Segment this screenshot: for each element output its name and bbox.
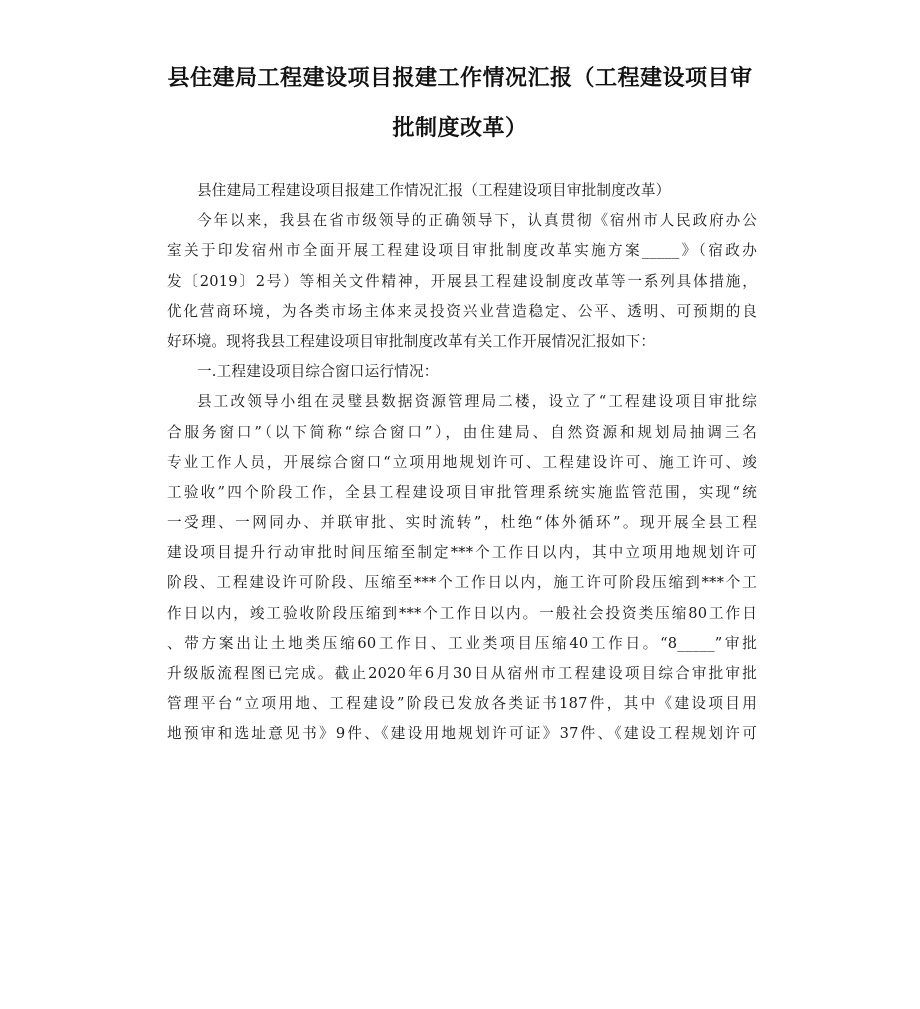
- body-line: 、带方案出让土地类压缩60工作日、工业类项目压缩40工作日。“8_____”审批: [167, 634, 757, 652]
- body-line: 发〔2019〕2号）等相关文件精神，开展县工程建设制度改革等一系列具体措施，: [167, 272, 757, 290]
- body-line: 作日以内，竣工验收阶段压缩到***个工作日以内。一般社会投资类压缩80工作日: [167, 604, 757, 622]
- document-title-line-2: 批制度改革）: [392, 116, 528, 141]
- body-line-subtitle: 县住建局工程建设项目报建工作情况汇报（工程建设项目审批制度改革）: [197, 182, 671, 199]
- body-line: 一受理、一网同办、并联审批、实时流转”，杜绝“体外循环”。现开展全县工程: [167, 514, 757, 532]
- body-line: 优化营商环境，为各类市场主体来灵投资兴业营造稳定、公平、透明、可预期的良: [167, 302, 757, 320]
- body-line: 建设项目提升行动审批时间压缩至制定***个工作日以内，其中立项用地规划许可: [167, 544, 757, 562]
- body-line: 室关于印发宿州市全面开展工程建设项目审批制度改革实施方案_____》（宿政办: [167, 242, 757, 260]
- body-line: 阶段、工程建设许可阶段、压缩至***个工作日以内，施工许可阶段压缩到***个工: [167, 574, 757, 592]
- body-line: 好环境。现将我县工程建设项目审批制度改革有关工作开展情况汇报如下：: [167, 332, 656, 350]
- document-title-line-1: 县住建局工程建设项目报建工作情况汇报（工程建设项目审: [167, 66, 753, 91]
- body-line: 专业工作人员，开展综合窗口“立项用地规划许可、工程建设许可、施工许可、竣: [167, 453, 757, 471]
- document-body: [167, 176, 757, 750]
- body-line: 升级版流程图已完成。截止2020年6月30日从宿州市工程建设项目综合审批审批: [167, 665, 757, 682]
- section-heading: 一.工程建设项目综合窗口运行情况：: [197, 363, 439, 381]
- body-line: 工验收”四个阶段工作，全县工程建设项目审批管理系统实施监管范围，实现“统: [167, 483, 757, 501]
- body-line: 合服务窗口”（以下简称“综合窗口”），由住建局、自然资源和规划局抽调三名: [167, 423, 757, 441]
- body-line: 地预审和选址意见书》9件、《建设用地规划许可证》37件、《建设工程规划许可: [167, 725, 757, 743]
- body-line: 今年以来，我县在省市级领导的正确领导下，认真贯彻《宿州市人民政府办公: [197, 212, 757, 230]
- body-line: 县工改领导小组在灵璧县数据资源管理局二楼，设立了“工程建设项目审批综: [197, 393, 757, 411]
- body-line: 管理平台“立项用地、工程建设”阶段已发放各类证书187件，其中《建设项目用: [167, 695, 757, 713]
